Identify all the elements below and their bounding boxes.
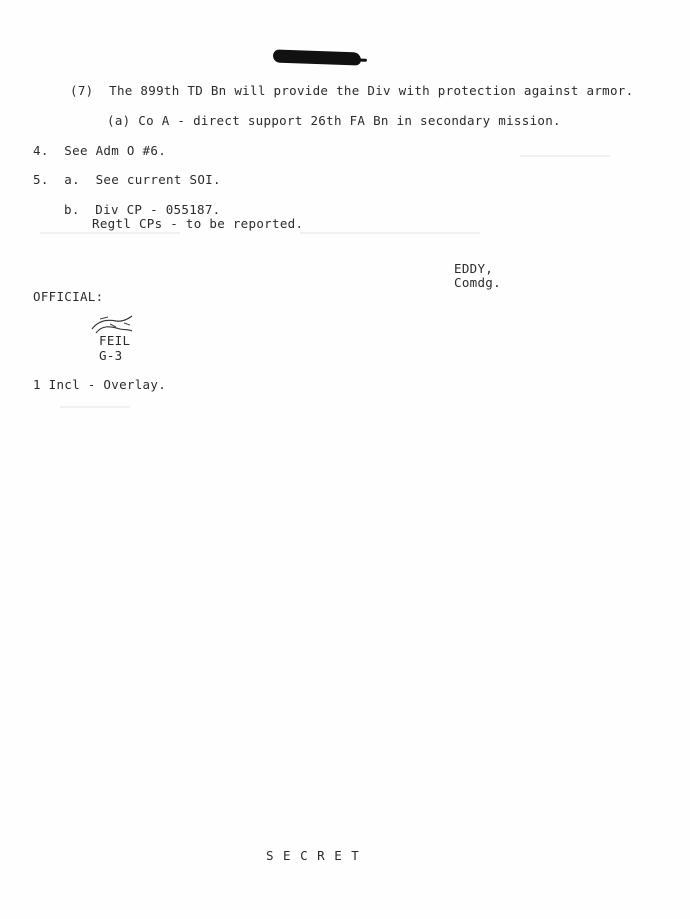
paragraph-4: 4. See Adm O #6. xyxy=(33,143,167,158)
official-label: OFFICIAL: xyxy=(33,289,104,304)
paragraph-5b: b. Div CP - 055187. xyxy=(64,202,221,217)
paragraph-5b-continued: Regtl CPs - to be reported. xyxy=(92,216,304,231)
redaction-mark xyxy=(273,49,361,65)
paragraph-5a: 5. a. See current SOI. xyxy=(33,172,221,187)
bleed-through-mark xyxy=(300,232,480,234)
paragraph-7a: (a) Co A - direct support 26th FA Bn in secondary mission. xyxy=(107,113,561,128)
classification-footer: S E C R E T xyxy=(266,848,360,863)
official-name: FEIL xyxy=(99,333,131,348)
bleed-through-mark xyxy=(40,232,180,234)
inclosure-line: 1 Incl - Overlay. xyxy=(33,377,167,392)
commander-name: EDDY, xyxy=(454,261,494,276)
commander-title: Comdg. xyxy=(454,275,501,290)
bleed-through-mark xyxy=(520,155,610,157)
paragraph-7: (7) The 899th TD Bn will provide the Div with protection against armor. xyxy=(70,83,634,98)
official-role: G-3 xyxy=(99,348,123,363)
bleed-through-mark xyxy=(60,406,130,408)
